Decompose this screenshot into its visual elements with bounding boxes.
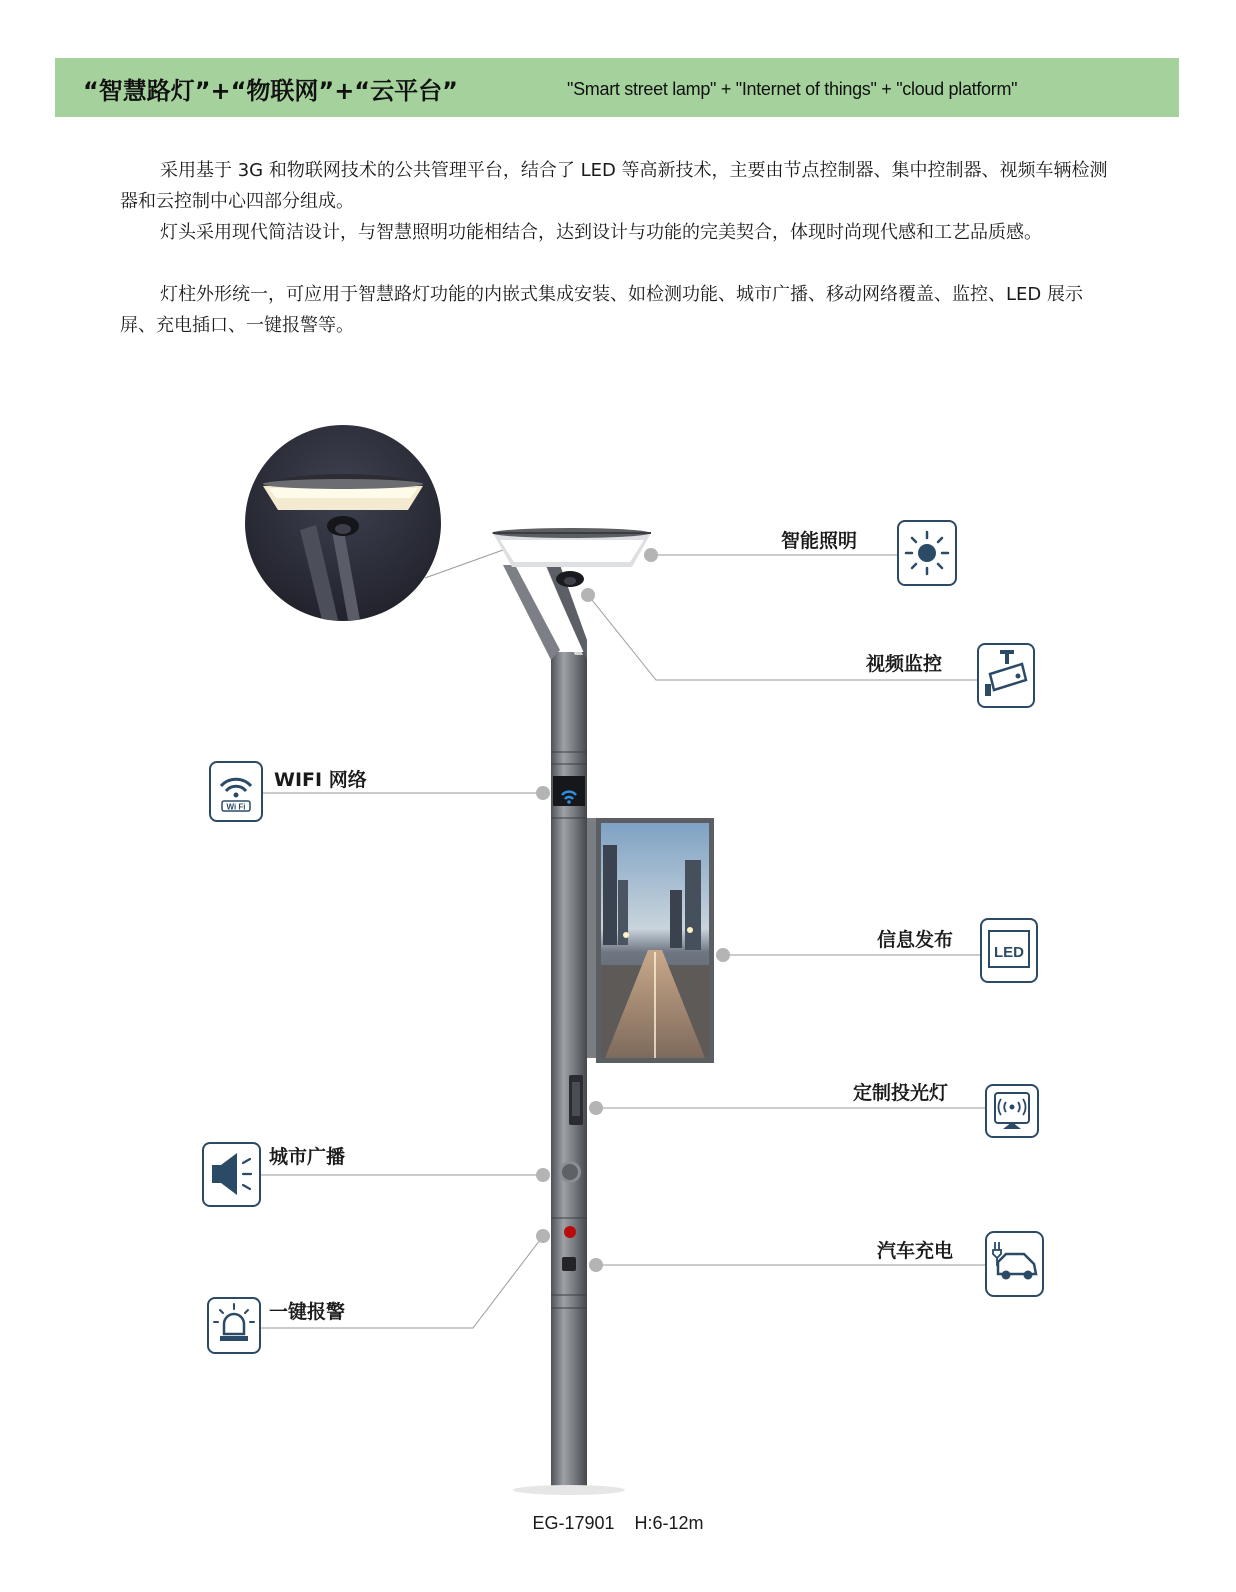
lamp-head-detail-zoom (245, 425, 503, 621)
model-caption: EG-17901 H:6-12m (532, 1513, 704, 1533)
led-info-screen (587, 818, 714, 1063)
label-one-key-alarm: 一键报警 (269, 1301, 346, 1323)
paragraph-head-design: 灯头采用现代简洁设计，与智慧照明功能相结合，达到设计与功能的完美契合，体现时尚现代感和工艺品质感。 (160, 222, 1042, 243)
label-wifi-network: WIFI 网络 (274, 769, 367, 791)
label-info-publishing: 信息发布 (877, 929, 954, 951)
paragraph-intro: 采用基于 3G 和物联网技术的公共管理平台，结合了 LED 等高新技术，主要由节点控制器、集中控制器、视频车辆检测器和云控制中心四部分组成。 (120, 160, 1108, 212)
wifi-icon-text: Wi Fi (226, 802, 246, 812)
projector-signal-icon (986, 1085, 1038, 1137)
label-smart-lighting: 智能照明 (781, 530, 858, 552)
led-screen-icon (981, 919, 1037, 982)
speaker-icon (203, 1143, 260, 1206)
header-title-cn: “智慧路灯”+“物联网”+“云平台” (83, 77, 458, 105)
header-title-en: "Smart street lamp" + "Internet of things" + "cloud platform" (567, 79, 1018, 99)
electric-car-icon (986, 1232, 1043, 1296)
cctv-camera-icon (978, 644, 1034, 707)
label-video-surveillance: 视频监控 (866, 653, 943, 675)
label-city-broadcast: 城市广播 (269, 1146, 346, 1168)
label-custom-projector: 定制投光灯 (853, 1082, 949, 1104)
label-car-charging: 汽车充电 (877, 1240, 954, 1262)
wifi-icon (210, 762, 262, 821)
siren-alarm-icon (208, 1298, 260, 1353)
led-icon-text: LED (994, 944, 1024, 961)
sun-icon (898, 521, 956, 585)
paragraph-pole-features: 灯柱外形统一，可应用于智慧路灯功能的内嵌式集成安装、如检测功能、城市广播、移动网络覆盖、监控、LED 展示屏、充电插口、一键报警等。 (120, 284, 1083, 336)
